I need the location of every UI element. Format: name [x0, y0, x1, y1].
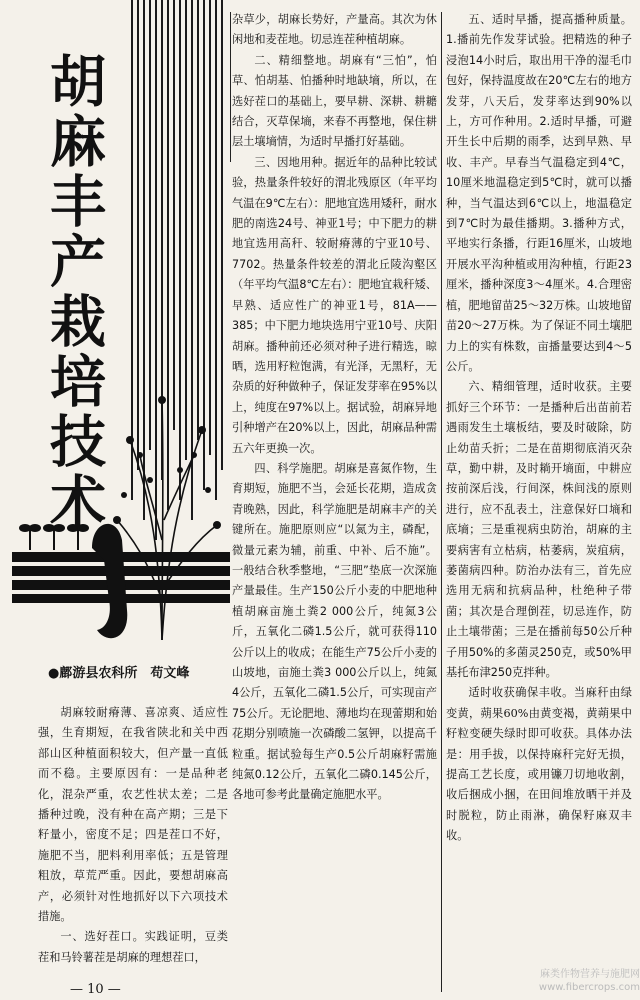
- article-title: 胡麻丰产栽培技术: [41, 52, 106, 532]
- paragraph: 胡麻较耐瘠薄、喜凉爽、适应性强，生育期短，在我省陕北和关中西部山区种植面积较大，但产量一直低而不稳。主要原因有：一是品种老化，混杂严重，农艺性状太差；二是播种过晚，没有种在高产期；三是下籽量小，密度不足；四是茬口不好，施肥不当，肥料利用率低；五是管理粗放，草荒严重。因此，要想胡麻高产，必须针对性地抓好以下六项技术措施。: [38, 706, 228, 924]
- text-column-2: [232, 10, 437, 985]
- text-column-1: [38, 703, 228, 989]
- section-paragraph: 二、精细整地。胡麻有“三怕”，怕草、怕胡基、怕播种时地缺墒，所以，在选好茬口的基础上，要早耕、深耕、耕耱结合，灭草保墒，来春不再整地，保住耕层土壤墒情，为适时早播打好基础。: [232, 53, 437, 149]
- section-paragraph: 五、适时早播，提高播种质量。1.播前先作发芽试验。把精选的种子浸泡14小时后，取出用干净的湿毛巾包好，保持温度故在20℃左右的地方发芽，八天后，发芽率达到90%以上，方可作种用。2.适时早播，可避开生长中后期的雨季，达到早熟、早收、丰产。早春当气温稳定到4℃，10厘米地温稳定到5℃时，就可以播种，当气温达到6℃以上，地温稳定到7℃时为最佳播期。3.播种方式，平地实行条播，行距16厘米，山坡地开展水平沟种植或用沟种植，行距23厘米，播种深度3～4厘米。4.合理密植，肥地留苗25～32万株。山坡地留苗20～27万株。为了保证不同土壤肥力上的实有株数，亩播量要达到4～5公斤。: [446, 13, 632, 373]
- paragraph: 杂草少，胡麻长势好，产量高。其次为休闲地和麦茬地。切忌连茬种植胡麻。: [232, 13, 437, 47]
- text-column-3: [446, 10, 632, 850]
- rain-lines: [132, 0, 222, 540]
- column-rule: [441, 12, 442, 992]
- paragraph: 适时收获确保丰收。当麻秆由绿变黄，蒴果60%由黄变褐，黄蒴果中籽粒变硬失绿时即可收获。具体办法是：用手拔，以保持麻秆完好无损，提高工艺长度，或用镰刀切地收割，收后捆成小捆，在田间堆放晒干并及时脱粒，防止雨淋，确保籽麻双丰收。: [446, 686, 632, 843]
- column-rule: [230, 12, 231, 162]
- section-paragraph: 四、科学施肥。胡麻是喜氮作物，生育期短，施肥不当，会延长花期，造成贪青晚熟，因此，科学施肥是胡麻丰产的关键所在。施肥原则应“以氮为主，磷配，微量元素为辅，前重、中补、后不施”。一般结合秋季整地，“三肥”垫底一次深施产量最佳。生产150公斤小麦的中肥地种植胡麻亩施土粪2 000公斤，纯氮3公斤，五氧化二磷1.5公斤，就可获得110公斤以上的收成；在能生产75公斤小麦的山坡地，亩施土粪3 000公斤以上，纯氮4公斤，五氧化二磷1.5公斤，可实现亩产75公斤。无论肥地、薄地均在现蕾期和始花期分别喷施一次磷酸二氢钾，以提高千粒重。据试验每生产0.5公斤胡麻籽需施纯氮0.12公斤，五氧化二磷0.145公斤，各地可参考此量确定施肥水平。: [232, 461, 437, 802]
- section-heading: 一、选好茬口。实践证明，豆类茬和马铃薯茬是胡麻的理想茬口，: [38, 930, 228, 964]
- section-paragraph: 三、因地用种。据近年的品种比较试验，热量条件较好的渭北残原区（年平均气温在9℃左右）：肥地宜选用矮秆，耐水肥的南选24号、神亚1号；中下肥力的耕地宜选用高秆、较耐瘠薄的宁亚10号、7702。热量条件较差的渭北丘陵沟壑区（年平均气温8℃左右）：肥地宜栽秆矮、早熟、适应性广的神亚1号，81A——385；中下肥力地块选用宁亚10号、庆阳胡麻。播种前还必须对种子进行精选，晾晒，选用籽粒饱满，有光泽，无黑籽，无杂质的好种做种子，保证发芽率在95%以上，纯度在97%以上。据试验，胡麻异地引种增产在20%以上，因此，胡麻品种需五六年更换一次。: [232, 155, 437, 455]
- page-number: — 10 —: [70, 982, 121, 997]
- section-paragraph: 六、精细管理，适时收获。主要抓好三个环节：一是播种后出苗前若遇雨发生土壤板结，要及时破除，防止幼苗夭折；二是在苗期彻底消灭杂草，勤中耕，及时耥开墒面，中耕应按前深后浅，行间深，株间浅的原则进行，应不乱表土，注意保好口墒和底墒；三是重视病虫防治，胡麻的主要病害有立枯病，枯萎病，炭疽病，萎菌病四种。防治办法有三，首先应选用无病和抗病品种，杜绝种子带菌；其次是合理倒茬，切忌连作，防止土壤带菌；三是在播前每50公斤种子用50%的多菌灵250克，或50%甲基托布津250克拌种。: [446, 380, 632, 679]
- byline: ●鄜游县农科所 苟文峰: [48, 666, 190, 681]
- watermark: 麻类作物营养与施肥网 www.fibercrops.com: [538, 969, 640, 993]
